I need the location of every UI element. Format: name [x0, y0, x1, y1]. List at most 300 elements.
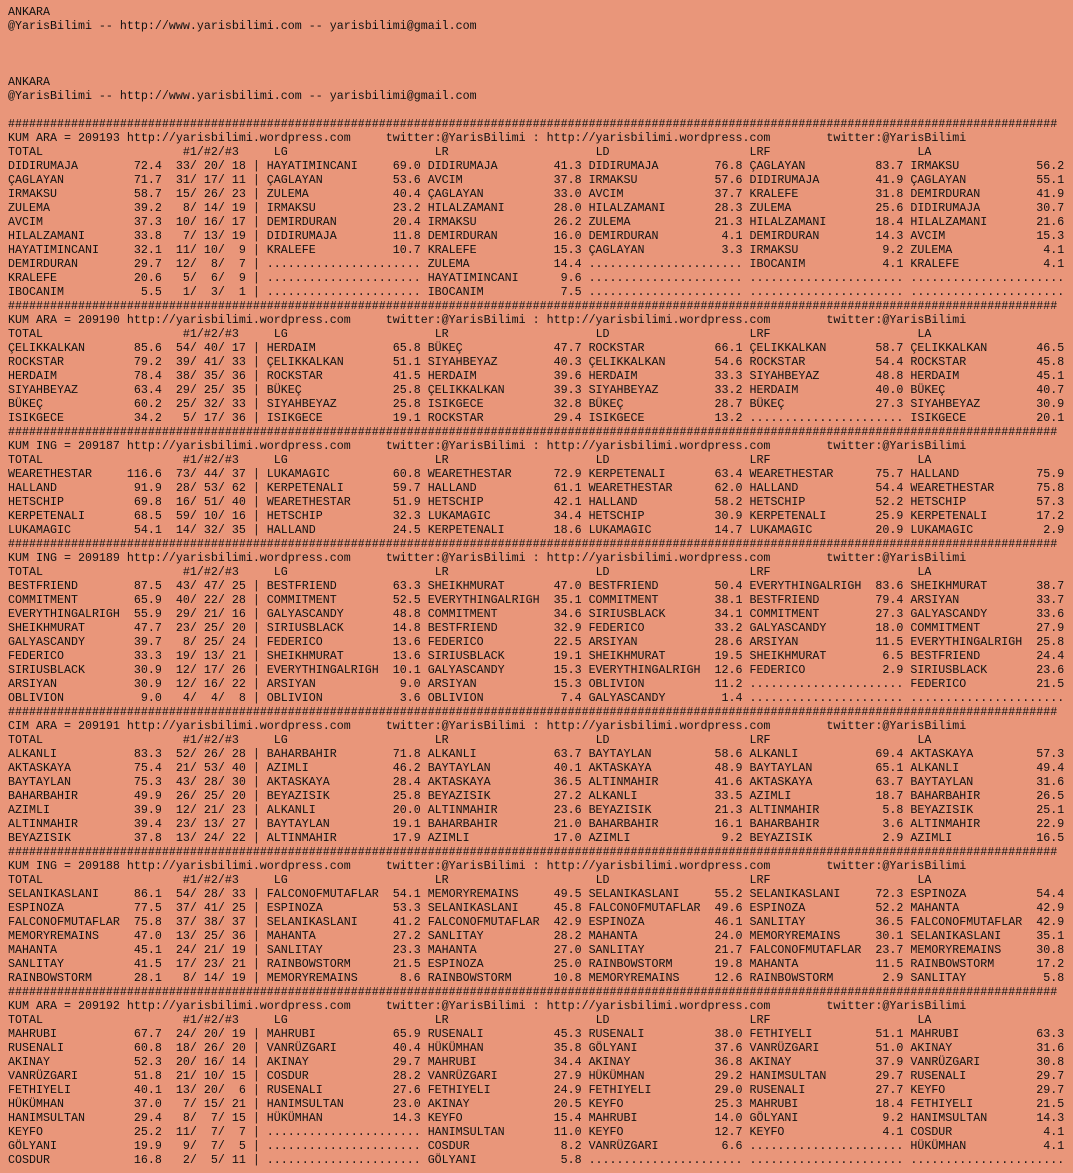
lrf-name: ZULEMA: [749, 201, 792, 215]
ld-score: 12.6: [714, 971, 743, 985]
placings: 28/ 53/ 62: [168, 481, 246, 495]
total-name: OBLIVION: [8, 691, 64, 705]
la-score: 38.7: [1036, 579, 1065, 593]
lg-score: 20.4: [392, 215, 421, 229]
lrf-empty-slot: ......................: [749, 691, 904, 705]
placings: 5/ 6/ 9: [168, 271, 246, 285]
la-name: KERPETENALI: [910, 509, 988, 523]
lrf-name: ALKANLI: [749, 747, 799, 761]
total-score: 41.5: [133, 957, 162, 971]
la-score: 46.5: [1036, 341, 1065, 355]
lr-score: 39.6: [553, 369, 582, 383]
lr-name: COMMITMENT: [427, 607, 498, 621]
divider-pipe: |: [252, 1097, 260, 1111]
lr-name: GÖLYANI: [427, 1153, 477, 1167]
la-name: DEMIRDURAN: [910, 187, 981, 201]
placings: 7/ 13/ 19: [168, 229, 246, 243]
la-score: 21.5: [1036, 1097, 1065, 1111]
lg-score: 14.3: [392, 1111, 421, 1125]
lg-score: 8.6: [399, 971, 421, 985]
lg-name: HERDAIM: [266, 341, 316, 355]
lr-name: VANRÜZGARI: [427, 1069, 498, 1083]
lr-name: ÇAGLAYAN: [427, 187, 484, 201]
la-name: ARSIYAN: [910, 593, 960, 607]
divider-pipe: |: [252, 1055, 260, 1069]
la-name: MAHANTA: [910, 901, 960, 915]
lrf-score: 31.8: [875, 187, 904, 201]
lrf-score: 18.4: [875, 1097, 904, 1111]
twitter-handle: twitter:@YarisBilimi: [385, 859, 526, 873]
lg-name: SANLITAY: [266, 943, 323, 957]
column-header-lg: LG: [273, 327, 288, 341]
lr-name: IRMAKSU: [427, 215, 477, 229]
total-name: BÜKEÇ: [8, 397, 43, 411]
divider-pipe: |: [252, 355, 260, 369]
total-name: HETSCHIP: [8, 495, 64, 509]
total-score: 49.9: [133, 789, 162, 803]
ld-score: 6.6: [721, 1139, 743, 1153]
divider-pipe: |: [252, 159, 260, 173]
placings: 38/ 35/ 36: [168, 369, 246, 383]
column-header-picks: #1/#2/#3: [182, 145, 239, 159]
total-name: IRMAKSU: [8, 187, 57, 201]
total-score: 91.9: [133, 481, 162, 495]
lr-name: DIDIRUMAJA: [427, 159, 498, 173]
total-name: IBOCANIM: [8, 285, 64, 299]
section-header: [8, 999, 1065, 1013]
ld-name: BAHARBAHIR: [588, 817, 659, 831]
divider-pipe: |: [252, 901, 260, 915]
ld-score: 28.6: [714, 635, 743, 649]
placings: 23/ 25/ 20: [168, 621, 246, 635]
divider-pipe: |: [252, 173, 260, 187]
section-title: KUM ING = 209189: [8, 551, 120, 565]
ld-score: 33.2: [714, 383, 743, 397]
ld-name: HETSCHIP: [588, 509, 645, 523]
lg-name: RUSENALI: [266, 1083, 323, 1097]
lr-score: 35.8: [553, 1041, 582, 1055]
divider-pipe: |: [252, 243, 260, 257]
divider-pipe: |: [252, 187, 260, 201]
placings: 12/ 8/ 7: [168, 257, 246, 271]
ld-name: DEMIRDURAN: [588, 229, 659, 243]
divider-pipe: |: [252, 495, 260, 509]
la-name: SHEIKHMURAT: [910, 579, 988, 593]
total-score: 30.9: [133, 677, 162, 691]
column-header-lr: LR: [434, 1013, 449, 1027]
lg-name: SELANIKASLANI: [266, 915, 358, 929]
lrf-name: RUSENALI: [749, 1083, 806, 1097]
ld-score: 66.1: [714, 341, 743, 355]
total-name: BAYTAYLAN: [8, 775, 71, 789]
placings: 8/ 14/ 19: [168, 201, 246, 215]
lg-score: 9.0: [399, 677, 421, 691]
lr-score: 40.1: [553, 761, 582, 775]
divider-pipe: |: [252, 817, 260, 831]
divider-pipe: |: [252, 229, 260, 243]
lg-name: ARSIYAN: [266, 677, 316, 691]
site-link: http://yarisbilimi.wordpress.com: [546, 131, 771, 145]
column-header-lrf: LRF: [749, 565, 771, 579]
ld-score: 25.3: [714, 1097, 743, 1111]
ld-empty-slot: ......................: [588, 257, 743, 271]
la-name: HILALZAMANI: [910, 215, 988, 229]
lg-score: 25.8: [392, 789, 421, 803]
header-contact: @YarisBilimi -- http://www.yarisbilimi.com -- yarisbilimi@gmail.com: [8, 19, 477, 33]
divider-pipe: |: [252, 621, 260, 635]
ld-score: 49.6: [714, 901, 743, 915]
ld-name: LUKAMAGIC: [588, 523, 652, 537]
lrf-score: 29.7: [875, 1069, 904, 1083]
total-name: ALKANLI: [8, 747, 57, 761]
separator-line: ######################################################################################################################################################: [8, 705, 1058, 719]
lrf-score: 58.7: [875, 341, 904, 355]
lrf-score: 14.3: [875, 229, 904, 243]
site-link: http://yarisbilimi.wordpress.com: [546, 999, 771, 1013]
lrf-score: 2.9: [882, 663, 904, 677]
ld-score: 19.5: [714, 649, 743, 663]
section-header: [8, 131, 1065, 145]
total-score: 40.1: [133, 1083, 162, 1097]
divider-pipe: |: [252, 411, 260, 425]
column-headers: [8, 453, 1065, 467]
separator-line: ######################################################################################################################################################: [8, 117, 1058, 131]
ld-score: 1.4: [721, 691, 743, 705]
site-link: http://yarisbilimi.wordpress.com: [126, 313, 351, 327]
ld-name: GALYASCANDY: [588, 691, 666, 705]
total-name: ÇELIKKALKAN: [8, 341, 85, 355]
lrf-score: 40.0: [875, 383, 904, 397]
divider-pipe: |: [252, 663, 260, 677]
lr-score: 34.4: [553, 1055, 582, 1069]
placings: 16/ 51/ 40: [168, 495, 246, 509]
ld-name: EVERYTHINGALRIGH: [588, 663, 701, 677]
table-row: [8, 509, 1065, 523]
ld-score: 57.6: [714, 173, 743, 187]
lr-name: DEMIRDURAN: [427, 229, 498, 243]
column-header-lg: LG: [273, 565, 288, 579]
lg-score: 71.8: [392, 747, 421, 761]
column-header-picks: #1/#2/#3: [182, 1013, 239, 1027]
column-header-lr: LR: [434, 145, 449, 159]
table-row: [8, 649, 1065, 663]
lg-empty-slot: ......................: [266, 1125, 421, 1139]
lr-score: 42.9: [553, 915, 582, 929]
ld-name: MEMORYREMAINS: [588, 971, 680, 985]
lrf-score: 51.0: [875, 1041, 904, 1055]
lg-score: 41.2: [392, 915, 421, 929]
lrf-score: 54.4: [875, 481, 904, 495]
placings: 29/ 25/ 35: [168, 383, 246, 397]
divider-pipe: |: [252, 509, 260, 523]
twitter-handle: twitter:@YarisBilimi: [826, 999, 967, 1013]
la-score: 21.5: [1036, 677, 1065, 691]
section-title: KUM ARA = 209192: [8, 999, 120, 1013]
lg-name: COSDUR: [266, 1069, 309, 1083]
placings: 13/ 25/ 36: [168, 929, 246, 943]
lg-name: ALTINMAHIR: [266, 831, 337, 845]
lg-score: 10.1: [392, 663, 421, 677]
lg-name: ISIKGECE: [266, 411, 323, 425]
table-row: [8, 229, 1065, 243]
lr-score: 29.4: [553, 411, 582, 425]
table-row: [8, 1139, 1065, 1153]
ld-score: 14.0: [714, 1111, 743, 1125]
total-name: ÇAGLAYAN: [8, 173, 64, 187]
table-row: [8, 635, 1065, 649]
ld-score: 13.2: [714, 411, 743, 425]
la-score: 29.7: [1036, 1069, 1065, 1083]
lrf-score: 79.4: [875, 593, 904, 607]
divider-pipe: |: [252, 201, 260, 215]
table-row: [8, 341, 1065, 355]
column-header-lrf: LRF: [749, 873, 771, 887]
total-score: 54.1: [133, 523, 162, 537]
total-name: RUSENALI: [8, 1041, 64, 1055]
total-score: 69.8: [133, 495, 162, 509]
lrf-name: BAYTAYLAN: [749, 761, 813, 775]
column-header-lrf: LRF: [749, 145, 771, 159]
table-row: [8, 1153, 1065, 1167]
lr-score: 49.5: [553, 887, 582, 901]
divider-pipe: |: [252, 887, 260, 901]
lr-score: 22.5: [553, 635, 582, 649]
lrf-name: ÇAGLAYAN: [749, 159, 806, 173]
total-score: 55.9: [133, 607, 162, 621]
table-row: [8, 747, 1065, 761]
lg-name: ALKANLI: [266, 803, 316, 817]
lrf-score: 27.7: [875, 1083, 904, 1097]
lr-score: 34.6: [553, 607, 582, 621]
ld-name: SIRIUSBLACK: [588, 607, 666, 621]
total-score: 72.4: [133, 159, 162, 173]
la-name: RAINBOWSTORM: [910, 957, 995, 971]
placings: 2/ 5/ 11: [168, 1153, 246, 1167]
table-row: [8, 397, 1065, 411]
la-score: 17.2: [1036, 957, 1065, 971]
total-score: 47.0: [133, 929, 162, 943]
lg-name: KRALEFE: [266, 243, 316, 257]
lrf-name: DIDIRUMAJA: [749, 173, 820, 187]
lrf-score: 63.7: [875, 775, 904, 789]
table-row: [8, 1125, 1065, 1139]
lr-name: SIRIUSBLACK: [427, 649, 505, 663]
total-score: 9.0: [140, 691, 162, 705]
ld-score: 21.3: [714, 215, 743, 229]
ld-name: SANLITAY: [588, 943, 645, 957]
placings: 40/ 22/ 28: [168, 593, 246, 607]
total-name: ARSIYAN: [8, 677, 57, 691]
lrf-name: ESPINOZA: [749, 901, 806, 915]
column-header-lr: LR: [434, 873, 449, 887]
lr-name: GALYASCANDY: [427, 663, 505, 677]
ld-name: FETHIYELI: [588, 1083, 652, 1097]
lrf-name: FETHIYELI: [749, 1027, 813, 1041]
divider-pipe: |: [252, 677, 260, 691]
total-score: 33.8: [133, 229, 162, 243]
la-name: BÜKEÇ: [910, 383, 946, 397]
lr-score: 9.6: [560, 271, 582, 285]
total-score: 19.9: [133, 1139, 162, 1153]
lr-name: KERPETENALI: [427, 523, 505, 537]
ld-name: BESTFRIEND: [588, 579, 659, 593]
lr-name: SANLITAY: [427, 929, 484, 943]
lg-score: 41.5: [392, 369, 421, 383]
divider-pipe: |: [252, 971, 260, 985]
lrf-name: DEMIRDURAN: [749, 229, 820, 243]
la-name: FETHIYELI: [910, 1097, 974, 1111]
column-header-lg: LG: [273, 873, 288, 887]
lrf-score: 30.1: [875, 929, 904, 943]
placings: 8/ 14/ 19: [168, 971, 246, 985]
lg-name: IRMAKSU: [266, 201, 316, 215]
total-name: GÖLYANI: [8, 1139, 57, 1153]
lr-score: 47.7: [553, 341, 582, 355]
la-name: SIYAHBEYAZ: [910, 397, 981, 411]
la-empty-slot: ......................: [910, 691, 1065, 705]
lrf-name: GÖLYANI: [749, 1111, 799, 1125]
divider-pipe: |: [252, 285, 260, 299]
lrf-name: IBOCANIM: [749, 257, 806, 271]
column-header-la: LA: [917, 565, 932, 579]
lg-name: SHEIKHMURAT: [266, 649, 344, 663]
lr-name: BESTFRIEND: [427, 621, 498, 635]
lrf-score: 5.8: [882, 803, 904, 817]
lg-score: 25.8: [392, 383, 421, 397]
separator-line: ######################################################################################################################################################: [8, 299, 1058, 313]
la-name: AKINAY: [910, 1041, 953, 1055]
la-score: 45.8: [1036, 355, 1065, 369]
twitter-handle: twitter:@YarisBilimi: [826, 719, 967, 733]
lg-name: ZULEMA: [266, 187, 309, 201]
twitter-handle: twitter:@YarisBilimi: [826, 859, 967, 873]
lr-name: SIYAHBEYAZ: [427, 355, 498, 369]
ld-score: 28.7: [714, 397, 743, 411]
total-name: BESTFRIEND: [8, 579, 78, 593]
lg-score: 40.4: [392, 187, 421, 201]
la-name: COSDUR: [910, 1125, 953, 1139]
divider-pipe: |: [252, 481, 260, 495]
lg-score: 69.0: [392, 159, 421, 173]
column-header-lg: LG: [273, 145, 288, 159]
total-score: 47.7: [133, 621, 162, 635]
ld-score: 11.2: [714, 677, 743, 691]
divider-pipe: |: [252, 831, 260, 845]
total-score: 75.8: [133, 915, 162, 929]
column-header-total: TOTAL: [8, 1013, 43, 1027]
divider-pipe: |: [252, 397, 260, 411]
lg-empty-slot: ......................: [266, 285, 421, 299]
total-score: 33.3: [133, 649, 162, 663]
ld-score: 37.6: [714, 1041, 743, 1055]
lg-score: 28.4: [392, 775, 421, 789]
ld-score: 9.2: [721, 831, 743, 845]
table-row: [8, 971, 1065, 985]
lg-name: HAYATIMINCANI: [266, 159, 358, 173]
la-score: 49.4: [1036, 761, 1065, 775]
lg-score: 29.7: [392, 1055, 421, 1069]
lg-name: FALCONOFMUTAFLAR: [266, 887, 379, 901]
total-name: BEYAZISIK: [8, 831, 71, 845]
la-name: BAYTAYLAN: [910, 775, 974, 789]
lg-score: 63.3: [392, 579, 421, 593]
la-score: 33.7: [1036, 593, 1065, 607]
lr-score: 34.4: [553, 509, 582, 523]
la-name: DIDIRUMAJA: [910, 201, 981, 215]
lr-name: AVCIM: [427, 173, 463, 187]
column-header-ld: LD: [595, 145, 610, 159]
total-name: WEARETHESTAR: [8, 467, 92, 481]
table-row: [8, 201, 1065, 215]
total-name: GALYASCANDY: [8, 635, 85, 649]
table-row: [8, 271, 1065, 285]
placings: 23/ 13/ 27: [168, 817, 246, 831]
la-score: 23.6: [1036, 663, 1065, 677]
lrf-name: HANIMSULTAN: [749, 1069, 827, 1083]
lg-name: SIYAHBEYAZ: [266, 397, 337, 411]
la-score: 4.1: [1043, 257, 1065, 271]
site-link: http://yarisbilimi.wordpress.com: [126, 999, 351, 1013]
column-header-ld: LD: [595, 327, 610, 341]
ld-score: 38.1: [714, 593, 743, 607]
table-row: [8, 957, 1065, 971]
total-name: MAHANTA: [8, 943, 57, 957]
lrf-score: 4.1: [882, 1125, 904, 1139]
total-name: ZULEMA: [8, 201, 50, 215]
divider-pipe: |: [252, 383, 260, 397]
lrf-score: 23.7: [875, 943, 904, 957]
lrf-name: ARSIYAN: [749, 635, 799, 649]
placings: 11/ 7/ 7: [168, 1125, 246, 1139]
divider-pipe: |: [252, 593, 260, 607]
placings: 43/ 28/ 30: [168, 775, 246, 789]
lr-score: 61.1: [553, 481, 582, 495]
lrf-name: LUKAMAGIC: [749, 523, 813, 537]
table-row: [8, 915, 1065, 929]
la-score: 31.6: [1036, 1041, 1065, 1055]
colon: :: [532, 551, 540, 565]
divider-pipe: |: [252, 691, 260, 705]
la-score: 42.9: [1036, 901, 1065, 915]
table-row: [8, 831, 1065, 845]
section-title: KUM ARA = 209193: [8, 131, 120, 145]
lg-name: HANIMSULTAN: [266, 1097, 344, 1111]
lrf-score: 27.3: [875, 397, 904, 411]
column-header-lrf: LRF: [749, 327, 771, 341]
column-header-picks: #1/#2/#3: [182, 873, 239, 887]
total-score: 39.2: [133, 201, 162, 215]
lrf-score: 48.8: [875, 369, 904, 383]
column-header-lg: LG: [273, 453, 288, 467]
table-row: [8, 411, 1065, 425]
placings: 14/ 32/ 35: [168, 523, 246, 537]
total-name: MAHRUBI: [8, 1027, 57, 1041]
lg-name: BAYTAYLAN: [266, 817, 330, 831]
divider-pipe: |: [252, 467, 260, 481]
table-row: [8, 761, 1065, 775]
lrf-name: GALYASCANDY: [749, 621, 827, 635]
ld-name: HERDAIM: [588, 369, 638, 383]
total-name: HANIMSULTAN: [8, 1111, 85, 1125]
lrf-empty-slot: ......................: [749, 1139, 904, 1153]
lg-score: 51.9: [392, 495, 421, 509]
lrf-score: 83.7: [875, 159, 904, 173]
lg-empty-slot: ......................: [266, 1139, 421, 1153]
ld-name: ÇELIKKALKAN: [588, 355, 666, 369]
total-name: ROCKSTAR: [8, 355, 64, 369]
lr-name: KRALEFE: [427, 243, 477, 257]
la-score: 4.1: [1043, 1125, 1065, 1139]
